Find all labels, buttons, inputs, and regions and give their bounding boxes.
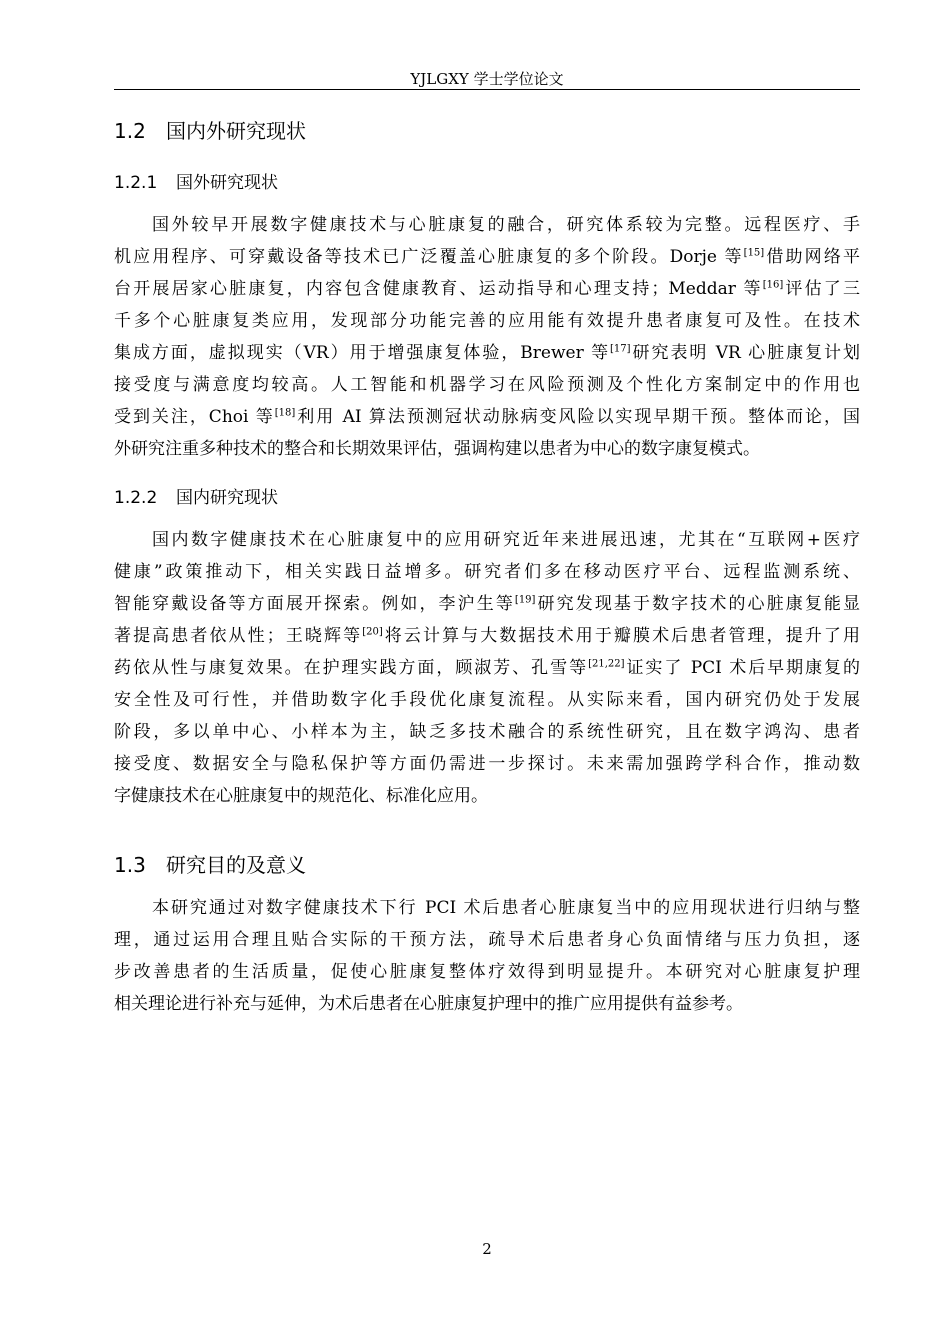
text-run: 接受度、数据安全与隐私保护等方面仍需进一步探讨。未来需加强跨学科合作，推动数	[114, 754, 860, 774]
text-run: 外研究注重多种技术的整合和长期效果评估，强调构建以患者为中心的数字康复模式。	[114, 439, 760, 459]
paragraph-line	[114, 956, 860, 988]
citation-marker: [21,22]	[588, 658, 625, 670]
paragraph-line	[114, 433, 860, 465]
text-run: 药依从性与康复效果。在护理实践方面，顾淑芳、孔雪等	[114, 658, 589, 678]
citation-marker: [15]	[743, 247, 765, 259]
paragraph-line	[114, 924, 860, 956]
text-run: 接受度与满意度均较高。人工智能和机器学习在风险预测及个性化方案制定中的作用也	[114, 375, 860, 395]
text-run: 研究表明 VR 心脏康复计划	[630, 343, 860, 363]
subsection-number: 1.2.2	[114, 488, 158, 508]
text-run: 证实了 PCI 术后早期康复的	[624, 658, 861, 678]
text-run: 受到关注，Choi 等	[114, 407, 275, 427]
paragraph-foreign-research	[114, 209, 860, 465]
paragraph-line	[114, 620, 860, 652]
subsection-heading-1-2-2	[114, 486, 278, 510]
paragraph-line	[114, 780, 860, 812]
section-heading-1-2	[114, 118, 306, 144]
text-run: 智能穿戴设备等方面展开探索。例如，李沪生等	[114, 594, 515, 614]
section-title: 国内外研究现状	[166, 119, 306, 143]
text-run: 将云计算与大数据技术用于瓣膜术后患者管理，提升了用	[382, 626, 860, 646]
header-rule	[114, 89, 860, 90]
subsection-title: 国外研究现状	[176, 173, 278, 193]
paragraph-line	[114, 337, 860, 369]
paragraph-line	[114, 748, 860, 780]
text-run: 相关理论进行补充与延伸，为术后患者在心脏康复护理中的推广应用提供有益参考。	[114, 994, 743, 1014]
text-run: 理，通过运用合理且贴合实际的干预方法，疏导术后患者身心负面情绪与压力负担，逐	[114, 930, 860, 950]
citation-marker: [20]	[362, 626, 383, 638]
section-number: 1.3	[114, 853, 146, 877]
section-heading-1-3	[114, 852, 306, 878]
text-run: 步改善患者的生活质量，促使心脏康复整体疗效得到明显提升。本研究对心脏康复护理	[114, 962, 860, 982]
paragraph-line	[114, 209, 860, 241]
text-run: 研究发现基于数字技术的心脏康复能显	[535, 594, 861, 614]
text-run: 健康”政策推动下，相关实践日益增多。研究者们多在移动医疗平台、远程监测系统、	[114, 562, 860, 582]
paragraph-line	[114, 684, 860, 716]
text-run: 国外较早开展数字健康技术与心脏康复的融合，研究体系较为完整。远程医疗、手	[152, 215, 860, 235]
section-number: 1.2	[114, 119, 146, 143]
subsection-title: 国内研究现状	[176, 488, 278, 508]
paragraph-line	[114, 369, 860, 401]
citation-marker: [18]	[274, 407, 296, 419]
page-number: 2	[482, 1240, 492, 1258]
paragraph-line	[114, 892, 860, 924]
running-header: YJLGXY 学士学位论文	[410, 70, 564, 88]
subsection-heading-1-2-1	[114, 171, 278, 195]
text-run: 安全性及可行性，并借助数字化手段优化康复流程。从实际来看，国内研究仍处于发展	[114, 690, 860, 710]
text-run: 字健康技术在心脏康复中的规范化、标准化应用。	[114, 786, 488, 806]
section-title: 研究目的及意义	[166, 853, 306, 877]
paragraph-line	[114, 556, 860, 588]
subsection-number: 1.2.1	[114, 173, 158, 193]
text-run: 评估了三	[783, 279, 860, 299]
paragraph-line	[114, 305, 860, 337]
text-run: 借助网络平	[764, 247, 860, 267]
paragraph-domestic-research	[114, 524, 860, 812]
paragraph-line	[114, 401, 860, 433]
paragraph-line	[114, 652, 860, 684]
citation-marker: [19]	[514, 594, 536, 606]
paragraph-line	[114, 241, 860, 273]
paragraph-research-purpose	[114, 892, 860, 1020]
citation-marker: [17]	[610, 343, 631, 355]
text-run: 著提高患者依从性；王晓辉等	[114, 626, 363, 646]
text-run: 台开展居家心脏康复，内容包含健康教育、运动指导和心理支持；Meddar 等	[114, 279, 763, 299]
text-run: 国内数字健康技术在心脏康复中的应用研究近年来进展迅速，尤其在“互联网+医疗	[152, 530, 860, 550]
paragraph-line	[114, 273, 860, 305]
paragraph-line	[114, 716, 860, 748]
citation-marker: [16]	[762, 279, 784, 291]
paragraph-line	[114, 988, 860, 1020]
text-run: 阶段，多以单中心、小样本为主，缺乏多技术融合的系统性研究，且在数字鸿沟、患者	[114, 722, 860, 742]
text-run: 机应用程序、可穿戴设备等技术已广泛覆盖心脏康复的多个阶段。Dorje 等	[114, 247, 744, 267]
text-run: 利用 AI 算法预测冠状动脉病变风险以实现早期干预。整体而论，国	[295, 407, 860, 427]
paragraph-line	[114, 588, 860, 620]
text-run: 千多个心脏康复类应用，发现部分功能完善的应用能有效提升患者康复可及性。在技术	[114, 311, 860, 331]
paragraph-line	[114, 524, 860, 556]
text-run: 集成方面，虚拟现实（VR）用于增强康复体验，Brewer 等	[114, 343, 611, 363]
text-run: 本研究通过对数字健康技术下行 PCI 术后患者心脏康复当中的应用现状进行归纳与整	[152, 898, 860, 918]
